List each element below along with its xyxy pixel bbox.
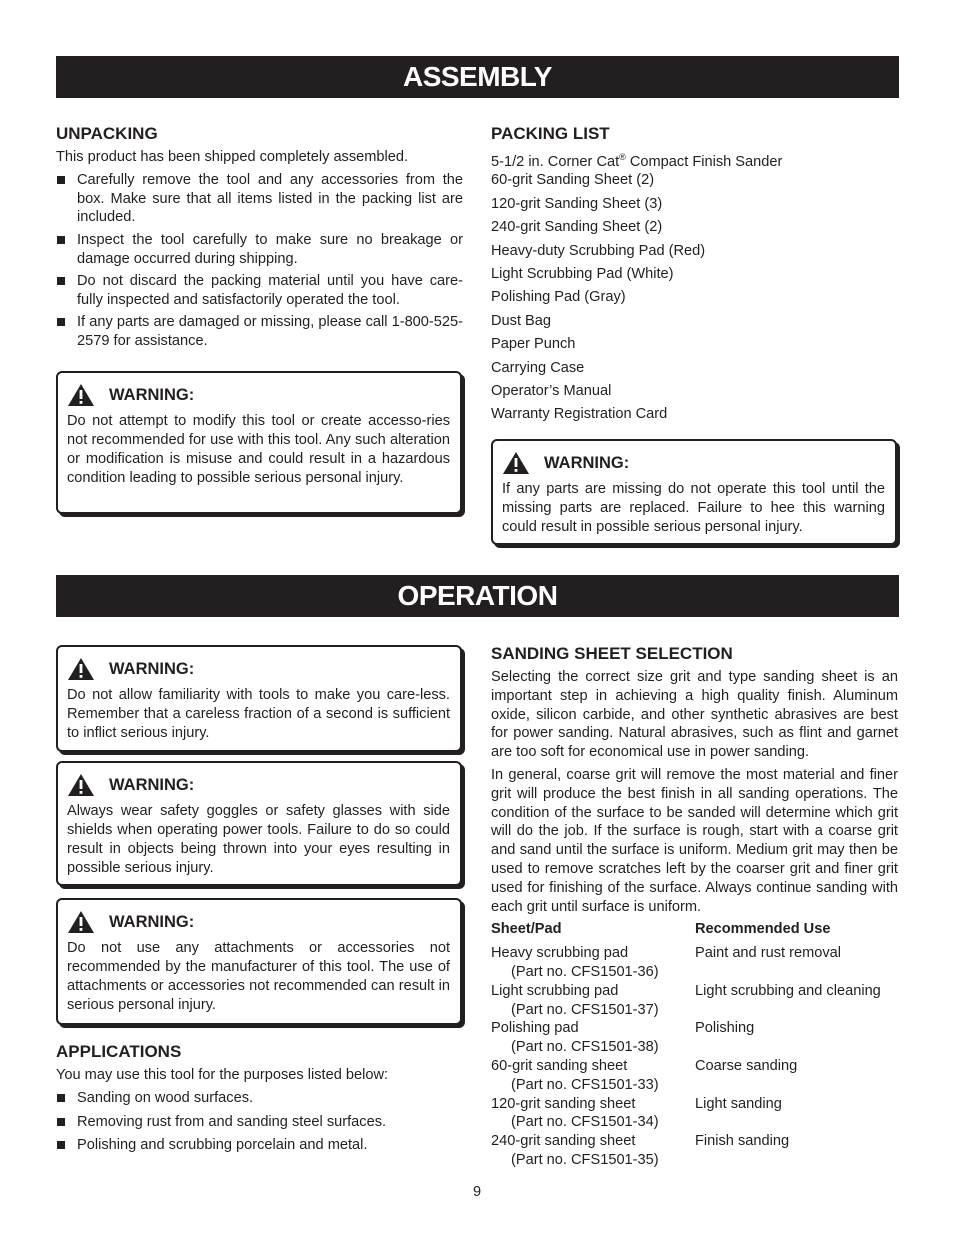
sheet-pad-name: Heavy scrubbing pad [491, 945, 629, 962]
warning-box-goggles [56, 761, 462, 886]
warning-text: If any parts are missing do not operate this tool until the missing parts are replaced. Failure to hee this warning could result in possible serious personal injury. [502, 481, 885, 535]
warning-header [67, 656, 450, 682]
warning-triangle-icon [67, 773, 95, 797]
warning-text: Do not use any attachments or accessories not recommended by the manufacturer of this tool. The use of attachments or accessories not recommended can result in serious personal injury. [67, 940, 450, 1013]
unpacking-intro: This product has been shipped completely assembled. [56, 149, 409, 165]
warning-label: WARNING: [109, 385, 195, 404]
unpacking-heading: UNPACKING [56, 124, 158, 143]
table-row [491, 1132, 898, 1170]
table-cell [491, 1057, 695, 1095]
warning-triangle-icon [502, 451, 530, 475]
warning-header [502, 450, 885, 476]
table-cell [491, 1132, 695, 1170]
sheet-pad-table [491, 920, 898, 1169]
list-item: Heavy-duty Scrubbing Pad (Red) [491, 242, 706, 259]
warning-box-missing-parts [491, 439, 897, 545]
applications-list [56, 1089, 463, 1155]
list-item: Operator’s Manual [491, 382, 612, 399]
list-item: Do not discard the packing material until you have care-fully inspected and satisfactorily operated the tool. [56, 272, 463, 310]
warning-label: WARNING: [109, 775, 195, 794]
assembly-banner [56, 56, 899, 98]
table-cell [491, 1019, 695, 1057]
applications-section [56, 1041, 463, 1159]
table-row [491, 982, 898, 1020]
page-number: 9 [472, 1184, 482, 1200]
recommended-use: Finish sanding [695, 1133, 790, 1150]
sanding-section [491, 643, 898, 1170]
list-item-text: Compact Finish Sander [625, 153, 783, 170]
table-row [491, 944, 898, 982]
part-number: (Part no. CFS1501-34) [511, 1114, 659, 1131]
list-item [491, 148, 898, 171]
recommended-use: Coarse sanding [695, 1057, 798, 1074]
warning-label: WARNING: [544, 453, 630, 472]
packing-list-heading: PACKING LIST [491, 124, 610, 143]
recommended-use: Polishing [695, 1020, 755, 1037]
warning-text: Always wear safety goggles or safety glasses with side shields when operating power tools. Failure to do so could result in objects being thrown into your eyes resulting in possible serious injury. [67, 803, 450, 876]
part-number: (Part no. CFS1501-35) [511, 1151, 659, 1168]
table-row [491, 1019, 898, 1057]
recommended-use: Light sanding [695, 1095, 782, 1112]
packing-list [491, 148, 898, 429]
list-item: 60-grit Sanding Sheet (2) [491, 172, 655, 189]
part-number: (Part no. CFS1501-33) [511, 1076, 659, 1093]
list-item: Polishing Pad (Gray) [491, 289, 626, 306]
sheet-pad-name: 60-grit sanding sheet [491, 1057, 628, 1074]
list-item: Light Scrubbing Pad (White) [491, 265, 674, 282]
list-item: 120-grit Sanding Sheet (3) [491, 195, 663, 212]
registered-mark: ® [619, 152, 626, 162]
operation-banner [56, 575, 899, 617]
table-cell [491, 1095, 695, 1133]
list-item: Inspect the tool carefully to make sure no breakage or damage occurred during shipping. [56, 231, 463, 269]
sanding-heading: SANDING SHEET SELECTION [491, 644, 733, 663]
warning-box-modify [56, 371, 462, 514]
sheet-pad-name: 240-grit sanding sheet [491, 1133, 636, 1150]
part-number: (Part no. CFS1501-36) [511, 963, 659, 980]
warning-header [67, 382, 450, 408]
table-cell [491, 982, 695, 1020]
operation-title: OPERATION [397, 580, 558, 611]
warning-text: Do not attempt to modify this tool or create accesso-ries not recommended for use with this tool. Any such alteration or modification is misuse and could result in a hazardous condition leading to possible serious personal injury. [67, 413, 450, 486]
list-item: Carrying Case [491, 359, 585, 376]
sheet-pad-name: 120-grit sanding sheet [491, 1095, 636, 1112]
list-item: Sanding on wood surfaces. [56, 1089, 463, 1108]
list-item: Carefully remove the tool and any accessories from the box. Make sure that all items listed in the packing list are included. [56, 171, 463, 227]
table-cell [491, 944, 695, 982]
warning-triangle-icon [67, 383, 95, 407]
sanding-paragraph: Selecting the correct size grit and type sanding sheet is an important step in achieving a high quality finish. Aluminum oxide, silicon carbide, and other synthetic abrasives are best for power sanding. Natural abrasives, such as flint and garnet are too soft for economical use in power sanding. [491, 669, 898, 761]
warning-triangle-icon [67, 910, 95, 934]
table-row [491, 1095, 898, 1133]
warning-header [67, 909, 450, 935]
applications-heading: APPLICATIONS [56, 1042, 182, 1061]
part-number: (Part no. CFS1501-38) [511, 1039, 659, 1056]
sheet-pad-name: Polishing pad [491, 1020, 579, 1037]
list-item: Warranty Registration Card [491, 406, 668, 423]
warning-label: WARNING: [109, 659, 195, 678]
list-item: Paper Punch [491, 336, 576, 353]
recommended-use: Light scrubbing and cleaning [695, 982, 881, 999]
warning-text: Do not allow familiarity with tools to make you care-less. Remember that a careless fraction of a second is sufficient to inflict serious injury. [67, 687, 450, 741]
unpacking-list [56, 171, 463, 351]
table-header-row [491, 920, 898, 944]
list-item: Removing rust from and sanding steel surfaces. [56, 1113, 463, 1132]
applications-intro: You may use this tool for the purposes listed below: [56, 1067, 389, 1083]
warning-triangle-icon [67, 657, 95, 681]
table-row [491, 1057, 898, 1095]
table-header: Recommended Use [695, 921, 831, 938]
warning-label: WARNING: [109, 912, 195, 931]
list-item: 240-grit Sanding Sheet (2) [491, 219, 663, 236]
packing-list-section [491, 123, 898, 429]
assembly-title: ASSEMBLY [402, 61, 552, 92]
recommended-use: Paint and rust removal [695, 945, 842, 962]
part-number: (Part no. CFS1501-37) [511, 1001, 659, 1018]
sanding-paragraph: In general, coarse grit will remove the most material and finer grit will produce the best finish in all sanding operations. The condition of the surface to be sanded will determine which grit will do the job. If the surface is rough, start with a coarse grit and sand until the surface is uniform. Medium grit may then be used to remove scratches left by the coarser grit and finer grit used for finishing of the surface. Always continue sanding with each grit until surface is uniform. [491, 766, 898, 915]
list-item: If any parts are damaged or missing, please call 1-800-525-2579 for assistance. [56, 313, 463, 351]
warning-header [67, 772, 450, 798]
list-item: Polishing and scrubbing porcelain and metal. [56, 1136, 463, 1155]
list-item-text: 5-1/2 in. Corner Cat [491, 153, 620, 170]
list-item: Dust Bag [491, 312, 552, 329]
unpacking-section [56, 123, 463, 354]
warning-box-familiarity [56, 645, 462, 752]
table-header: Sheet/Pad [491, 921, 562, 938]
warning-box-attachments [56, 898, 462, 1025]
sheet-pad-name: Light scrubbing pad [491, 982, 619, 999]
